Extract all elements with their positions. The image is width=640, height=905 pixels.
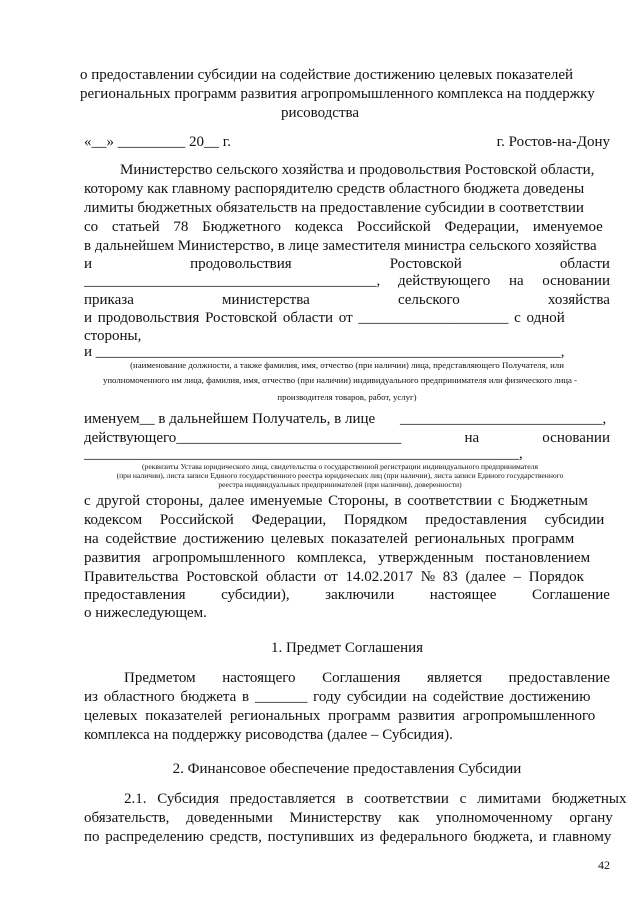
preamble-line: Министерство сельского хозяйства и продовольствия Ростовской области, [120, 162, 595, 178]
word: Соглашение [532, 587, 610, 603]
footnote-line: (наименование должности, а также фамилия, имя, отчество (при наличии) лица, представляющего Получателя, или [130, 360, 564, 370]
document-title [80, 66, 595, 123]
footnote-line: (при наличии), листа записи Единого государственного реестра юридических лиц (при наличии), листа записи Единого государственного [116, 471, 564, 480]
section-1-line-spread [124, 669, 610, 688]
section-1-heading: 1. Предмет Соглашения [270, 640, 424, 656]
section-1-line: комплекса на поддержку рисоводства (далее – Субсидия). [84, 727, 453, 743]
agreement-city: г. Ростов-на-Дону [496, 134, 610, 150]
preamble-line: Правительства Ростовской области от 14.02.2017 № 83 (далее – Порядок [84, 569, 584, 585]
word: продовольствия [190, 256, 292, 272]
title-line-2: региональных программ развития агропромышленного комплекса на поддержку [80, 86, 595, 102]
word: основании [542, 430, 610, 446]
title-line-1: о предоставлении субсидии на содействие достижению целевых показателей [80, 67, 574, 83]
page-number: 42 [598, 858, 610, 872]
preamble-line: о нижеследующем. [84, 605, 207, 621]
word: на [508, 273, 524, 289]
section-2-line: 2.1. Субсидия предоставляется в соответствии с лимитами бюджетных [124, 791, 627, 807]
word: на [464, 430, 480, 446]
basis-blank-line: __________________________________________________________, [84, 446, 523, 462]
recipient-blank-line: и ______________________________________________________________, [84, 344, 565, 360]
word: настоящее [429, 587, 497, 603]
preamble-line: развития агропромышленного комплекса, утвержденным постановлением [84, 550, 591, 566]
word: сельского [397, 292, 460, 308]
word: предоставления [84, 587, 186, 603]
deputy-name-blank: _______________________________________, [84, 273, 381, 289]
word: действующего [398, 273, 491, 289]
footnote-representative [84, 359, 610, 371]
word: приказа [84, 292, 134, 308]
word: области [559, 256, 610, 272]
section-1-line: целевых показателей региональных программ развития агропромышленного [84, 708, 596, 724]
footnote-line: (реквизиты Устава юридического лица, свидетельства о государственной регистрации индивидуального предпринимателя [142, 462, 538, 471]
word: основании [542, 273, 610, 289]
word: является [426, 670, 483, 686]
representative-blank: ___________________________, [400, 411, 607, 427]
preamble-line: которому как главному распорядителю средств областного бюджета доведены [84, 181, 585, 197]
preamble-line: на содействие достижению целевых показателей региональных программ [84, 531, 575, 547]
section-2-line: обязательств, доведенными Министерству как уполномоченному органу [84, 810, 613, 826]
footnote-line: производителя товаров, работ, услуг) [277, 392, 417, 402]
preamble-line-spread [84, 291, 610, 310]
footnote-line: уполномоченного им лица, фамилия, имя, отчество (при наличии) индивидуального предпринимателя или физического лица - [102, 375, 578, 385]
preamble-line: и продовольствия Ростовской области от ____________________ с одной [84, 310, 565, 326]
section-2-line: по распределению средств, поступивших из федерального бюджета, и главному [84, 829, 612, 845]
preamble-line: с другой стороны, далее именуемые Стороны, в соответствии с Бюджетным [84, 493, 588, 509]
agreement-date: «__» _________ 20__ г. [84, 134, 231, 150]
preamble-line: именуем__ в дальнейшем Получатель, в лице [84, 411, 376, 427]
word: заключили [325, 587, 395, 603]
word: Предметом [124, 670, 196, 686]
title-line-3: рисоводства [280, 105, 360, 121]
word: министерства [222, 292, 310, 308]
footnote-line: реестра индивидуальных предпринимателей (при наличии), доверенности) [218, 480, 462, 489]
word: настоящего [222, 670, 296, 686]
word: субсидии), [221, 587, 290, 603]
preamble-line: лимиты бюджетных обязательств на предоставление субсидии в соответствии [84, 200, 584, 216]
preamble-line: со статьей 78 Бюджетного кодекса Российской Федерации, именуемое [84, 219, 603, 235]
preamble-line: в дальнейшем Министерство, в лице заместителя министра сельского хозяйства [84, 238, 597, 254]
word: Соглашения [322, 670, 401, 686]
word: предоставление [508, 670, 610, 686]
word: Ростовской [389, 256, 462, 272]
word: хозяйства [547, 292, 610, 308]
preamble-line: стороны, [84, 328, 142, 344]
word: и [84, 256, 93, 272]
section-1-line: из областного бюджета в _______ году субсидии на содействие достижению [84, 689, 591, 705]
word: действующего______________________________ [84, 430, 402, 446]
preamble-line-spread [398, 272, 610, 291]
section-2-heading: 2. Финансовое обеспечение предоставления Субсидии [172, 761, 522, 777]
preamble-line-spread [84, 586, 610, 605]
preamble-line: кодексом Российской Федерации, Порядком предоставления субсидии [84, 512, 605, 528]
